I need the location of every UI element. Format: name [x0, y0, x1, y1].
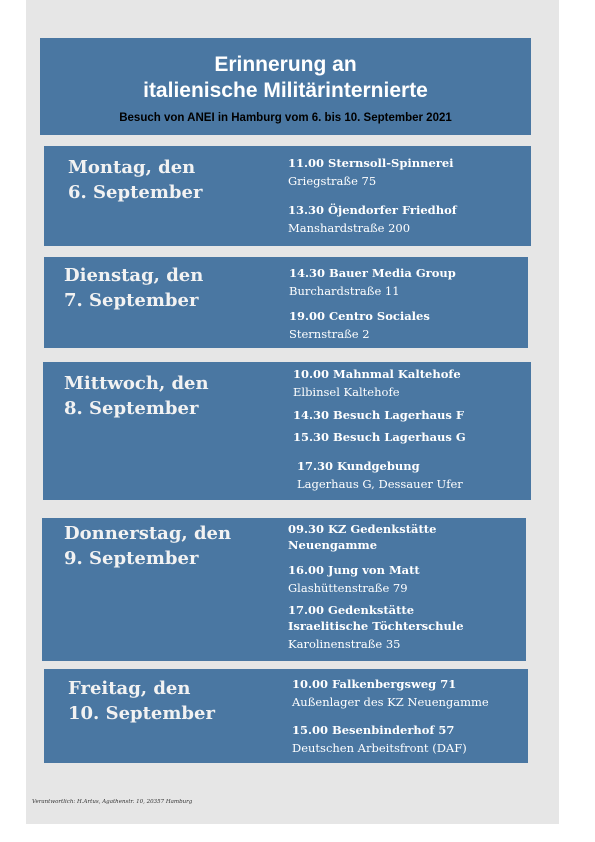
event-address: Karolinenstraße 35 [288, 637, 401, 651]
title-line-2: italienische Militärinternierte [143, 79, 428, 102]
event-address: Elbinsel Kaltehofe [293, 385, 400, 399]
event-name: 14.30 Bauer Media Group [289, 266, 456, 280]
event [288, 562, 420, 596]
event-name: 10.00 Mahnmal Kaltehofe [293, 367, 461, 381]
event [293, 407, 464, 423]
title-line-1: Erinnerung an [214, 53, 357, 76]
event-address: Manshardstraße 200 [288, 221, 411, 235]
event-name: 16.00 Jung von Matt [288, 563, 420, 577]
day-title-line-2: 6. September [68, 182, 203, 203]
day-block-tuesday [44, 257, 528, 348]
event-name: 15.30 Besuch Lagerhaus G [293, 430, 466, 444]
event-name: 17.30 Kundgebung [297, 459, 420, 473]
subtitle: Besuch von ANEI in Hamburg vom 6. bis 10. September 2021 [119, 112, 452, 124]
event-address: Lagerhaus G, Dessauer Ufer [297, 477, 463, 491]
day-title [68, 155, 202, 205]
header-banner [40, 38, 531, 135]
day-title [68, 676, 215, 726]
event [289, 308, 430, 342]
day-title [64, 521, 231, 571]
event-name: 11.00 Sternsoll-Spinnerei [288, 156, 454, 170]
day-title-line-2: 8. September [64, 398, 199, 419]
day-title-line-2: 9. September [64, 548, 199, 569]
event-name: 14.30 Besuch Lagerhaus F [293, 408, 465, 422]
day-title-line-2: 10. September [68, 703, 215, 724]
day-title [64, 263, 203, 313]
event-address: Sternstraße 2 [289, 327, 370, 341]
day-block-thursday [42, 518, 526, 661]
event [288, 202, 457, 236]
day-block-friday [44, 669, 528, 763]
event [293, 366, 461, 400]
event-name: 13.30 Öjendorfer Friedhof [288, 203, 457, 217]
event-name: 17.00 Gedenkstätte [288, 603, 415, 617]
event [292, 676, 489, 710]
event-name: 10.00 Falkenbergsweg 71 [292, 677, 457, 691]
event [293, 429, 466, 445]
day-title-line-1: Montag, den [68, 157, 196, 178]
event-address: Griegstraße 75 [288, 174, 377, 188]
event-name: 15.00 Besenbinderhof 57 [292, 723, 455, 737]
day-title-line-1: Donnerstag, den [64, 523, 232, 544]
event-name-line-2: Israelitische Töchterschule [288, 619, 464, 633]
day-block-wednesday [43, 362, 531, 500]
day-title [64, 371, 209, 421]
event-address: Glashüttenstraße 79 [288, 581, 408, 595]
day-title-line-2: 7. September [64, 290, 199, 311]
event [289, 265, 456, 299]
day-title-line-1: Freitag, den [68, 678, 191, 699]
day-title-line-1: Mittwoch, den [64, 373, 209, 394]
day-block-monday [44, 146, 531, 246]
event-name: 19.00 Centro Sociales [289, 309, 430, 323]
footer-imprint: Verantwortlich: H.Artus, Agathenstr. 10, 20357 Hamburg [32, 799, 193, 805]
event [288, 521, 436, 553]
event-address: Außenlager des KZ Neuengamme [292, 695, 489, 709]
event-name-line-2: Neuengamme [288, 538, 378, 552]
event-name: 09.30 KZ Gedenkstätte [288, 522, 437, 536]
event [288, 602, 464, 652]
event-address: Deutschen Arbeitsfront (DAF) [292, 741, 467, 755]
event [292, 722, 467, 756]
day-title-line-1: Dienstag, den [64, 265, 204, 286]
event [297, 458, 463, 492]
event [288, 155, 454, 189]
event-address: Burchardstraße 11 [289, 284, 400, 298]
